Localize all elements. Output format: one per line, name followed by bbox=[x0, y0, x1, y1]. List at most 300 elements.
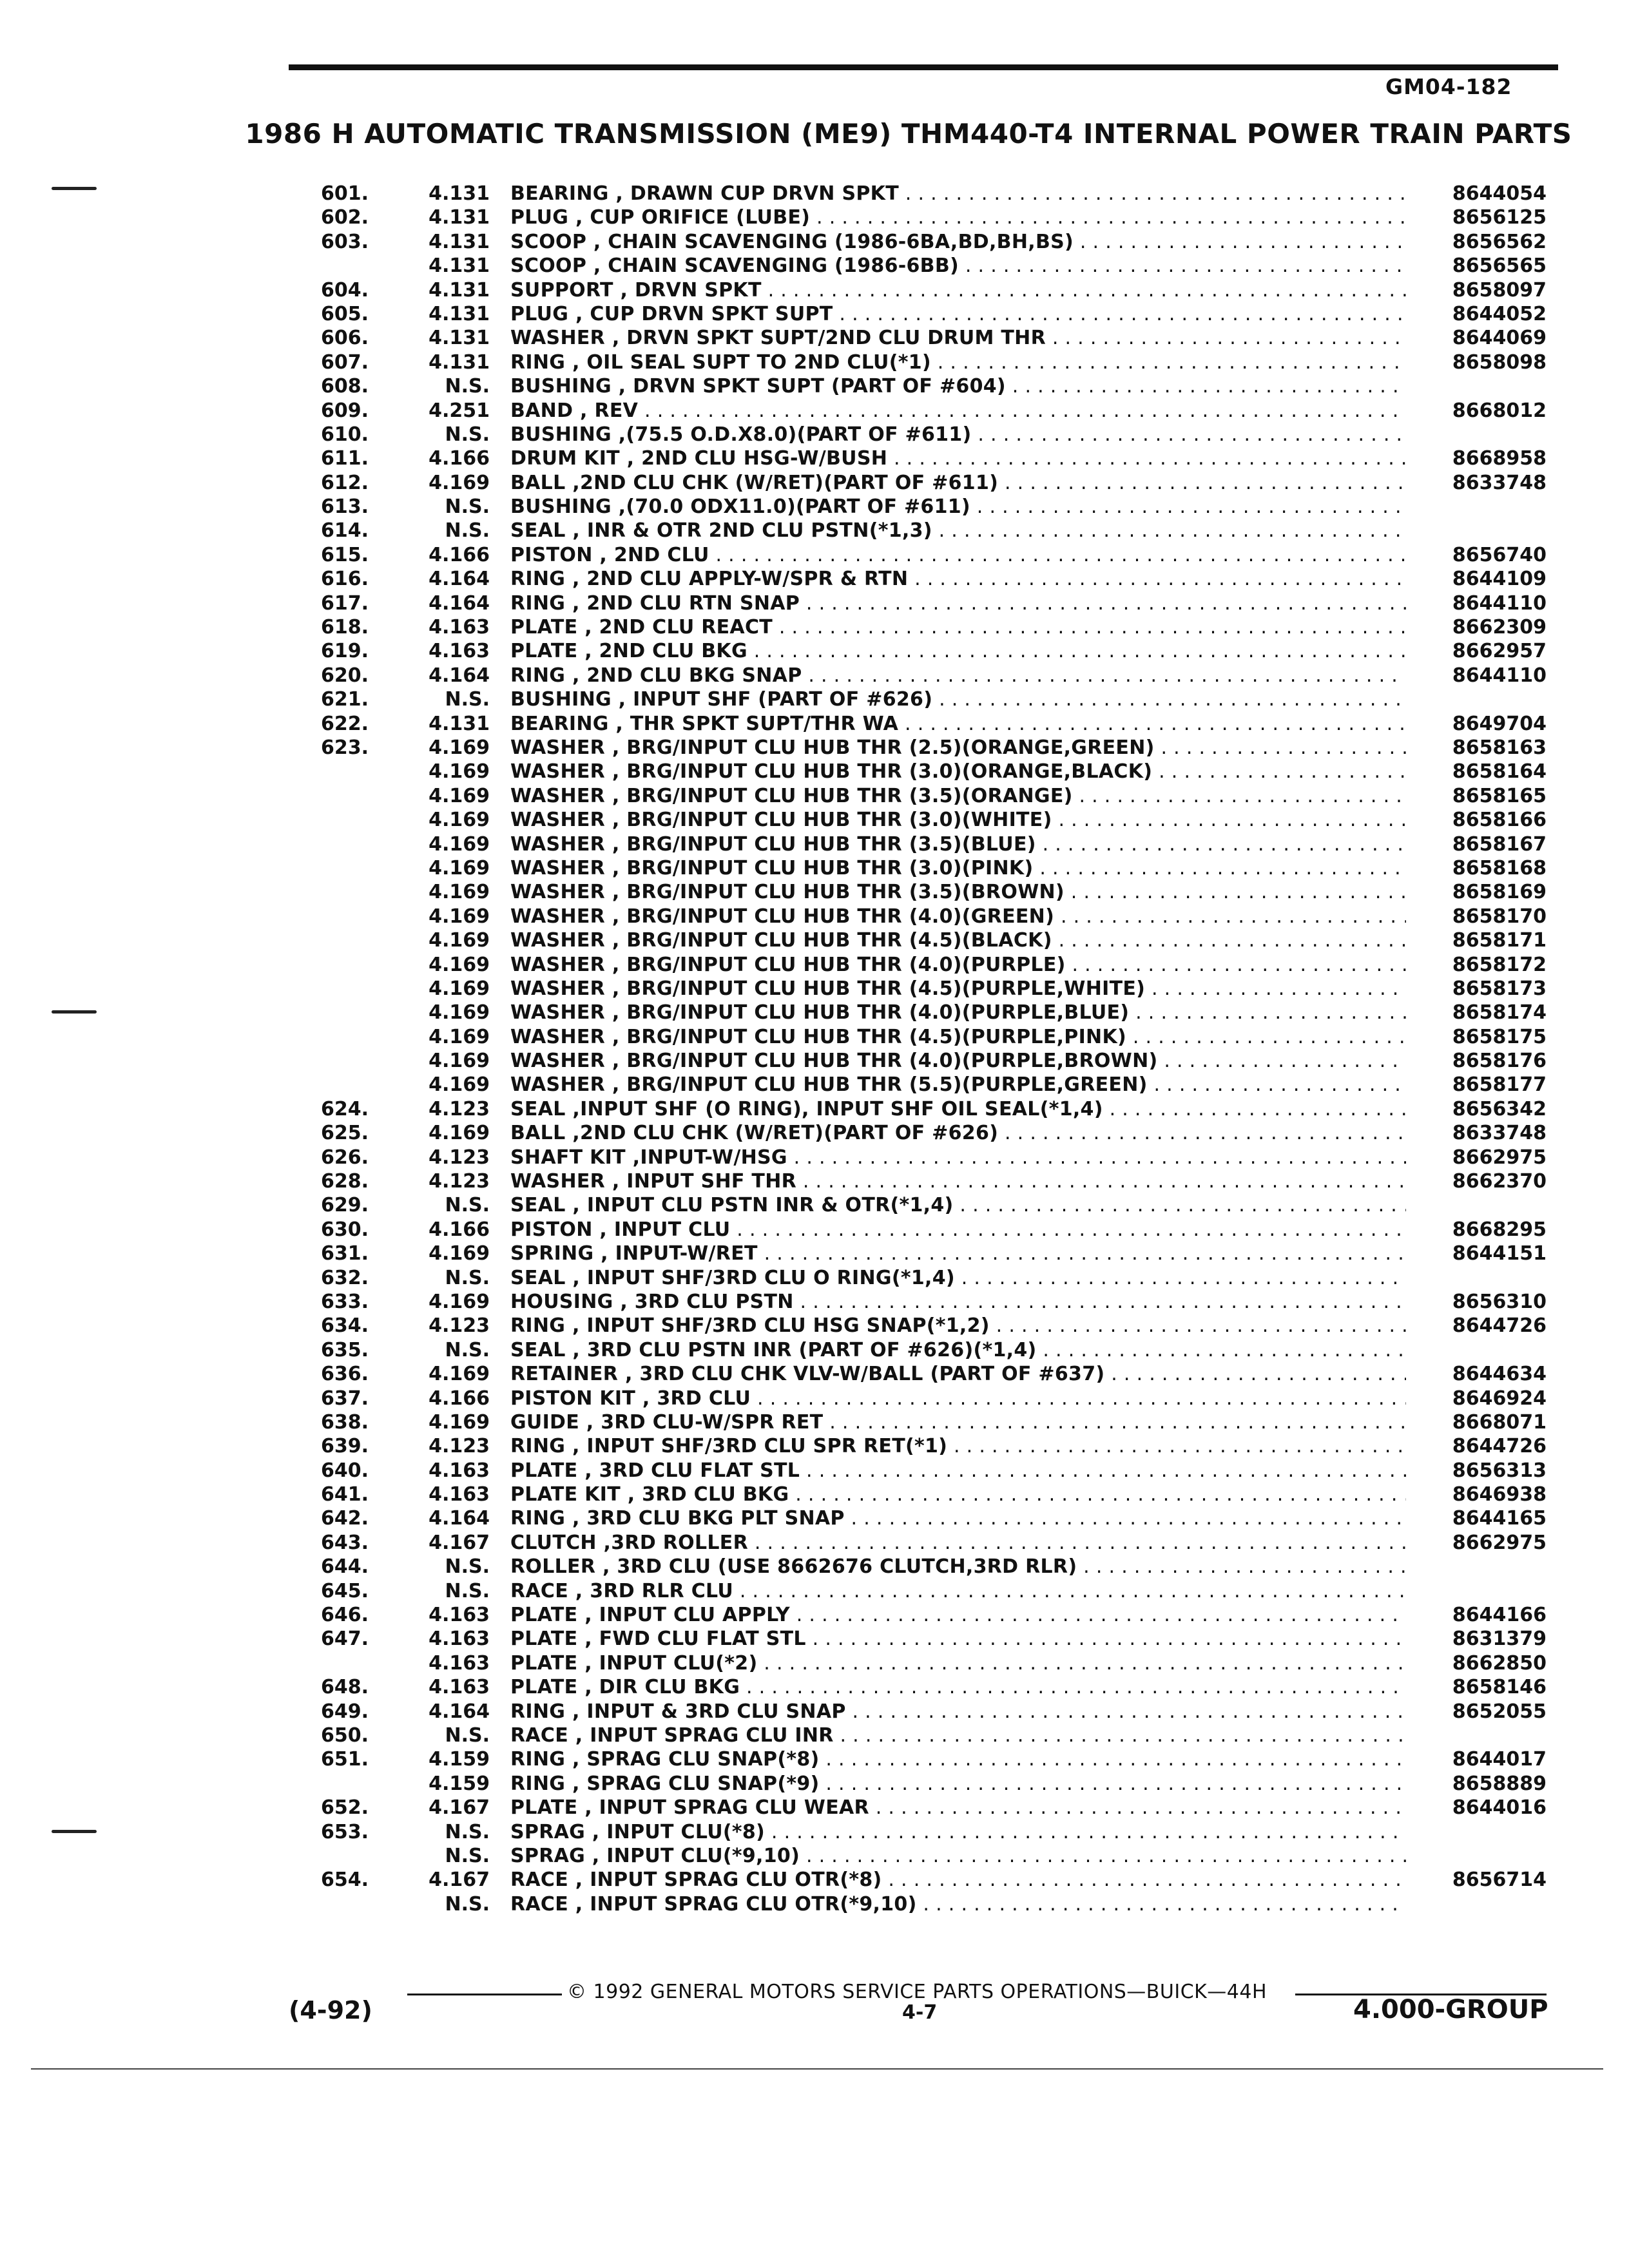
parts-row bbox=[0, 423, 1629, 447]
ref-number: 620. bbox=[321, 664, 369, 687]
part-number: 8644166 bbox=[1452, 1604, 1547, 1627]
group-number: 4.167 bbox=[429, 1869, 490, 1892]
group-number: N.S. bbox=[445, 1555, 490, 1579]
part-number: 8658889 bbox=[1452, 1772, 1547, 1795]
parts-row bbox=[0, 856, 1629, 880]
ref-number: 645. bbox=[321, 1579, 369, 1602]
group-number: 4.169 bbox=[429, 856, 490, 879]
ref-number: 608. bbox=[321, 375, 369, 398]
part-number: 8658172 bbox=[1452, 953, 1547, 976]
parts-row bbox=[0, 1001, 1629, 1024]
top-rule bbox=[289, 64, 1558, 70]
parts-row bbox=[0, 230, 1629, 254]
part-description: WASHER , BRG/INPUT CLU HUB THR (4.0)(PURPLE,BROWN) . . . bbox=[510, 1049, 1406, 1073]
part-description: RACE , INPUT SPRAG CLU OTR(*9,10) . . . bbox=[510, 1892, 1406, 1916]
ref-number: 607. bbox=[321, 351, 369, 374]
page-title: 1986 H AUTOMATIC TRANSMISSION (ME9) THM440-T4 INTERNAL POWER TRAIN PARTS bbox=[245, 118, 1572, 149]
ref-number: 612. bbox=[321, 471, 369, 494]
part-description: PISTON KIT , 3RD CLU . . . bbox=[510, 1387, 1406, 1410]
group-number: 4.169 bbox=[429, 1363, 490, 1386]
group-number: 4.169 bbox=[429, 784, 490, 807]
part-number: 8658174 bbox=[1452, 1001, 1547, 1024]
group-number: N.S. bbox=[445, 1266, 490, 1289]
part-number: 8658177 bbox=[1452, 1073, 1547, 1097]
part-number: 8662975 bbox=[1452, 1531, 1547, 1554]
part-number: 8631379 bbox=[1452, 1628, 1547, 1651]
parts-row bbox=[0, 639, 1629, 663]
part-number: 8656562 bbox=[1452, 230, 1547, 253]
ref-number: 651. bbox=[321, 1748, 369, 1771]
parts-row bbox=[0, 1266, 1629, 1290]
parts-row bbox=[0, 1603, 1629, 1627]
part-description: PLATE , 2ND CLU REACT . . . bbox=[510, 615, 1406, 639]
ref-number: 650. bbox=[321, 1724, 369, 1747]
parts-row bbox=[0, 471, 1629, 495]
part-number: 8644151 bbox=[1452, 1242, 1547, 1265]
parts-row bbox=[0, 254, 1629, 278]
parts-row bbox=[0, 1844, 1629, 1868]
parts-row bbox=[0, 302, 1629, 326]
part-description: RING , OIL SEAL SUPT TO 2ND CLU(*1) . . . bbox=[510, 351, 1406, 374]
part-description: PISTON , INPUT CLU . . . bbox=[510, 1218, 1406, 1242]
part-description: WASHER , BRG/INPUT CLU HUB THR (4.5)(PURPLE,WHITE) . . . bbox=[510, 977, 1406, 1001]
part-number: 8668071 bbox=[1452, 1410, 1547, 1434]
group-number: 4.169 bbox=[429, 905, 490, 928]
ref-number: 630. bbox=[321, 1218, 369, 1241]
part-number: 8668012 bbox=[1452, 399, 1547, 422]
parts-row bbox=[0, 1868, 1629, 1892]
group-number: 4.159 bbox=[429, 1772, 490, 1795]
part-number: 8668958 bbox=[1452, 447, 1547, 470]
parts-list bbox=[0, 182, 1629, 1916]
part-description: CLUTCH ,3RD ROLLER . . . bbox=[510, 1531, 1406, 1555]
part-number: 8644634 bbox=[1452, 1363, 1547, 1386]
part-description: RING , SPRAG CLU SNAP(*9) . . . bbox=[510, 1772, 1406, 1796]
group-number: 4.163 bbox=[429, 1604, 490, 1627]
parts-row bbox=[0, 543, 1629, 567]
ref-number: 641. bbox=[321, 1483, 369, 1506]
part-description: DRUM KIT , 2ND CLU HSG-W/BUSH . . . bbox=[510, 447, 1406, 470]
group-number: N.S. bbox=[445, 1338, 490, 1361]
parts-row bbox=[0, 1700, 1629, 1724]
part-number: 8633748 bbox=[1452, 1122, 1547, 1145]
ref-number: 644. bbox=[321, 1555, 369, 1579]
parts-row bbox=[0, 615, 1629, 639]
document-id: GM04-182 bbox=[1385, 74, 1512, 99]
part-number: 8644726 bbox=[1452, 1314, 1547, 1338]
parts-row bbox=[0, 206, 1629, 229]
part-number: 8658168 bbox=[1452, 856, 1547, 879]
part-description: SHAFT KIT ,INPUT-W/HSG . . . bbox=[510, 1146, 1406, 1169]
parts-row bbox=[0, 1747, 1629, 1771]
part-description: WASHER , BRG/INPUT CLU HUB THR (4.0)(GREEN) . . . bbox=[510, 905, 1406, 928]
parts-row bbox=[0, 326, 1629, 350]
part-number: 8668295 bbox=[1452, 1218, 1547, 1241]
group-number: N.S. bbox=[445, 1724, 490, 1747]
group-number: 4.166 bbox=[429, 1387, 490, 1410]
ref-number: 643. bbox=[321, 1531, 369, 1554]
part-number: 8658166 bbox=[1452, 809, 1547, 832]
parts-row bbox=[0, 1531, 1629, 1555]
ref-number: 613. bbox=[321, 495, 369, 519]
parts-row bbox=[0, 1555, 1629, 1579]
part-description: RING , 2ND CLU BKG SNAP . . . bbox=[510, 664, 1406, 687]
ref-number: 640. bbox=[321, 1459, 369, 1482]
part-number: 8658165 bbox=[1452, 784, 1547, 807]
group-number: 4.163 bbox=[429, 1459, 490, 1482]
part-description: PLATE , FWD CLU FLAT STL . . . bbox=[510, 1627, 1406, 1651]
ref-number: 642. bbox=[321, 1507, 369, 1530]
part-description: PLATE , INPUT CLU(*2) . . . bbox=[510, 1651, 1406, 1675]
part-number: 8644110 bbox=[1452, 591, 1547, 615]
parts-row bbox=[0, 351, 1629, 374]
ref-number: 614. bbox=[321, 519, 369, 543]
group-number: 4.169 bbox=[429, 832, 490, 856]
ref-number: 609. bbox=[321, 399, 369, 422]
part-description: RING , 3RD CLU BKG PLT SNAP . . . bbox=[510, 1506, 1406, 1530]
ref-number: 635. bbox=[321, 1338, 369, 1361]
group-number: 4.163 bbox=[429, 1651, 490, 1675]
group-number: 4.123 bbox=[429, 1097, 490, 1120]
part-description: SEAL , INR & OTR 2ND CLU PSTN(*1,3) . . . bbox=[510, 519, 1406, 543]
part-number: 8644110 bbox=[1452, 664, 1547, 687]
part-number: 8633748 bbox=[1452, 471, 1547, 494]
part-description: PLATE , 3RD CLU FLAT STL . . . bbox=[510, 1459, 1406, 1483]
ref-number: 629. bbox=[321, 1194, 369, 1217]
group-number: N.S. bbox=[445, 1892, 490, 1916]
group-number: 4.169 bbox=[429, 881, 490, 904]
ref-number: 611. bbox=[321, 447, 369, 470]
ref-number: 615. bbox=[321, 543, 369, 566]
part-description: PLUG , CUP ORIFICE (LUBE) . . . bbox=[510, 206, 1406, 229]
parts-row bbox=[0, 1146, 1629, 1169]
group-number: 4.123 bbox=[429, 1170, 490, 1193]
part-description: SCOOP , CHAIN SCAVENGING (1986-6BA,BD,BH,BS) . . . bbox=[510, 230, 1406, 254]
part-description: WASHER , BRG/INPUT CLU HUB THR (4.0)(PURPLE) . . . bbox=[510, 953, 1406, 977]
group-number: 4.159 bbox=[429, 1748, 490, 1771]
ref-number: 622. bbox=[321, 712, 369, 735]
group-number: 4.166 bbox=[429, 543, 490, 566]
part-number: 8662850 bbox=[1452, 1651, 1547, 1675]
part-number: 8644054 bbox=[1452, 182, 1547, 205]
group-number: 4.123 bbox=[429, 1314, 490, 1338]
group-number: 4.163 bbox=[429, 640, 490, 663]
part-description: RING , 2ND CLU RTN SNAP . . . bbox=[510, 591, 1406, 615]
ref-number: 632. bbox=[321, 1266, 369, 1289]
part-number: 8644165 bbox=[1452, 1507, 1547, 1530]
parts-row bbox=[0, 784, 1629, 808]
part-description: WASHER , BRG/INPUT CLU HUB THR (3.0)(PINK) . . . bbox=[510, 856, 1406, 880]
parts-row bbox=[0, 977, 1629, 1001]
ref-number: 606. bbox=[321, 327, 369, 350]
part-number: 8658173 bbox=[1452, 977, 1547, 1000]
group-number: 4.169 bbox=[429, 1290, 490, 1313]
part-number: 8644017 bbox=[1452, 1748, 1547, 1771]
group-number: 4.131 bbox=[429, 351, 490, 374]
ref-number: 637. bbox=[321, 1387, 369, 1410]
parts-row bbox=[0, 928, 1629, 952]
group-number: 4.169 bbox=[429, 809, 490, 832]
group-number: N.S. bbox=[445, 375, 490, 398]
group-number: 4.166 bbox=[429, 447, 490, 470]
parts-row bbox=[0, 1218, 1629, 1242]
part-number: 8658175 bbox=[1452, 1025, 1547, 1048]
group-number: 4.167 bbox=[429, 1796, 490, 1820]
ref-number: 636. bbox=[321, 1363, 369, 1386]
group-number: 4.131 bbox=[429, 278, 490, 302]
part-description: BUSHING , INPUT SHF (PART OF #626) . . . bbox=[510, 687, 1406, 711]
parts-row bbox=[0, 736, 1629, 760]
footer-rule-left bbox=[407, 1994, 562, 1995]
part-description: PLATE , DIR CLU BKG . . . bbox=[510, 1675, 1406, 1699]
part-description: SEAL ,INPUT SHF (O RING), INPUT SHF OIL SEAL(*1,4) . . . bbox=[510, 1097, 1406, 1121]
part-description: BAND , REV . . . bbox=[510, 399, 1406, 423]
bottom-rule bbox=[31, 2068, 1603, 2070]
group-number: N.S. bbox=[445, 519, 490, 543]
parts-row bbox=[0, 519, 1629, 543]
part-description: WASHER , BRG/INPUT CLU HUB THR (5.5)(PURPLE,GREEN) . . . bbox=[510, 1073, 1406, 1097]
part-number: 8658097 bbox=[1452, 278, 1547, 302]
part-description: RING , 2ND CLU APPLY-W/SPR & RTN . . . bbox=[510, 567, 1406, 591]
parts-row bbox=[0, 1892, 1629, 1916]
group-number: 4.169 bbox=[429, 760, 490, 783]
parts-row bbox=[0, 182, 1629, 206]
group-number: N.S. bbox=[445, 1820, 490, 1843]
part-description: RACE , INPUT SPRAG CLU OTR(*8) . . . bbox=[510, 1868, 1406, 1892]
part-description: WASHER , DRVN SPKT SUPT/2ND CLU DRUM THR . . . bbox=[510, 326, 1406, 350]
parts-row bbox=[0, 953, 1629, 977]
parts-row bbox=[0, 1651, 1629, 1675]
parts-row bbox=[0, 1410, 1629, 1434]
parts-row bbox=[0, 1434, 1629, 1458]
group-number: 4.169 bbox=[429, 471, 490, 494]
part-description: PLATE , 2ND CLU BKG . . . bbox=[510, 639, 1406, 663]
group-number: 4.169 bbox=[429, 736, 490, 759]
ref-number: 618. bbox=[321, 616, 369, 639]
parts-row bbox=[0, 399, 1629, 423]
part-description: SUPPORT , DRVN SPKT . . . bbox=[510, 278, 1406, 302]
group-number: 4.166 bbox=[429, 1218, 490, 1241]
page-number: 4-7 bbox=[902, 2001, 938, 2024]
part-description: SEAL , INPUT SHF/3RD CLU O RING(*1,4) . . . bbox=[510, 1266, 1406, 1290]
group-number: 4.163 bbox=[429, 1676, 490, 1699]
part-description: RETAINER , 3RD CLU CHK VLV-W/BALL (PART OF #637) . . . bbox=[510, 1362, 1406, 1386]
part-number: 8656310 bbox=[1452, 1290, 1547, 1313]
part-number: 8644016 bbox=[1452, 1796, 1547, 1820]
part-number: 8658167 bbox=[1452, 832, 1547, 856]
ref-number: 603. bbox=[321, 230, 369, 253]
group-number: 4.169 bbox=[429, 977, 490, 1000]
group-number: 4.131 bbox=[429, 182, 490, 205]
parts-row bbox=[0, 1169, 1629, 1193]
group-number: 4.131 bbox=[429, 255, 490, 278]
group-number: N.S. bbox=[445, 1844, 490, 1867]
part-description: PLATE , INPUT CLU APPLY . . . bbox=[510, 1603, 1406, 1627]
part-description: PISTON , 2ND CLU . . . bbox=[510, 543, 1406, 567]
part-description: WASHER , BRG/INPUT CLU HUB THR (3.5)(BROWN) . . . bbox=[510, 880, 1406, 904]
part-number: 8658170 bbox=[1452, 905, 1547, 928]
part-number: 8644726 bbox=[1452, 1435, 1547, 1458]
parts-row bbox=[0, 832, 1629, 856]
part-description: SEAL , 3RD CLU PSTN INR (PART OF #626)(*1,4) . . . bbox=[510, 1338, 1406, 1362]
group-number: 4.169 bbox=[429, 1242, 490, 1265]
parts-row bbox=[0, 278, 1629, 302]
part-description: GUIDE , 3RD CLU-W/SPR RET . . . bbox=[510, 1410, 1406, 1434]
group-number: 4.131 bbox=[429, 302, 490, 325]
parts-row bbox=[0, 905, 1629, 928]
ref-number: 621. bbox=[321, 688, 369, 711]
part-description: PLUG , CUP DRVN SPKT SUPT . . . bbox=[510, 302, 1406, 326]
group-number: 4.169 bbox=[429, 1073, 490, 1097]
ref-number: 626. bbox=[321, 1146, 369, 1169]
part-description: SCOOP , CHAIN SCAVENGING (1986-6BB) . . . bbox=[510, 254, 1406, 278]
part-number: 8656714 bbox=[1452, 1869, 1547, 1892]
part-description: WASHER , BRG/INPUT CLU HUB THR (4.5)(PURPLE,PINK) . . . bbox=[510, 1025, 1406, 1049]
ref-number: 605. bbox=[321, 302, 369, 325]
part-description: BALL ,2ND CLU CHK (W/RET)(PART OF #611) . . . bbox=[510, 471, 1406, 495]
ref-number: 647. bbox=[321, 1628, 369, 1651]
group-number: 4.163 bbox=[429, 1628, 490, 1651]
parts-row bbox=[0, 1724, 1629, 1747]
part-description: RACE , 3RD RLR CLU . . . bbox=[510, 1579, 1406, 1603]
group-number: 4.251 bbox=[429, 399, 490, 422]
group-number: 4.164 bbox=[429, 568, 490, 591]
ref-number: 648. bbox=[321, 1676, 369, 1699]
ref-number: 639. bbox=[321, 1435, 369, 1458]
group-number: 4.164 bbox=[429, 1507, 490, 1530]
group-number: 4.163 bbox=[429, 1483, 490, 1506]
ref-number: 634. bbox=[321, 1314, 369, 1338]
group-number: 4.164 bbox=[429, 591, 490, 615]
part-description: RING , INPUT SHF/3RD CLU SPR RET(*1) . . . bbox=[510, 1434, 1406, 1458]
parts-row bbox=[0, 1097, 1629, 1121]
ref-number: 646. bbox=[321, 1604, 369, 1627]
ref-number: 623. bbox=[321, 736, 369, 759]
ref-number: 617. bbox=[321, 591, 369, 615]
parts-row bbox=[0, 374, 1629, 398]
group-number: 4.163 bbox=[429, 616, 490, 639]
ref-number: 625. bbox=[321, 1122, 369, 1145]
parts-row bbox=[0, 1073, 1629, 1097]
group-number: 4.123 bbox=[429, 1435, 490, 1458]
part-number: 8658169 bbox=[1452, 881, 1547, 904]
ref-number: 649. bbox=[321, 1700, 369, 1723]
parts-row bbox=[0, 1242, 1629, 1265]
group-number: N.S. bbox=[445, 423, 490, 446]
parts-row bbox=[0, 447, 1629, 470]
parts-row bbox=[0, 1290, 1629, 1314]
parts-row bbox=[0, 760, 1629, 783]
parts-row bbox=[0, 1362, 1629, 1386]
part-description: RACE , INPUT SPRAG CLU INR . . . bbox=[510, 1724, 1406, 1747]
group-number: 4.131 bbox=[429, 712, 490, 735]
part-number: 8656740 bbox=[1452, 543, 1547, 566]
ref-number: 631. bbox=[321, 1242, 369, 1265]
parts-row bbox=[0, 1579, 1629, 1603]
group-number: N.S. bbox=[445, 688, 490, 711]
group-number: 4.169 bbox=[429, 1122, 490, 1145]
footer-copyright: © 1992 GENERAL MOTORS SERVICE PARTS OPERATIONS—BUICK—44H bbox=[567, 1981, 1268, 2003]
parts-row bbox=[0, 1025, 1629, 1049]
parts-row bbox=[0, 591, 1629, 615]
part-number: 8649704 bbox=[1452, 712, 1547, 735]
parts-row bbox=[0, 1820, 1629, 1844]
part-description: BEARING , THR SPKT SUPT/THR WA . . . bbox=[510, 712, 1406, 736]
parts-row bbox=[0, 567, 1629, 591]
part-description: RING , INPUT & 3RD CLU SNAP . . . bbox=[510, 1700, 1406, 1724]
part-description: WASHER , BRG/INPUT CLU HUB THR (3.0)(WHITE) . . . bbox=[510, 808, 1406, 832]
part-description: SEAL , INPUT CLU PSTN INR & OTR(*1,4) . . . bbox=[510, 1193, 1406, 1217]
part-number: 8656125 bbox=[1452, 206, 1547, 229]
part-number: 8658098 bbox=[1452, 351, 1547, 374]
part-description: WASHER , BRG/INPUT CLU HUB THR (3.0)(ORANGE,BLACK) . . . bbox=[510, 760, 1406, 783]
part-number: 8646924 bbox=[1452, 1387, 1547, 1410]
parts-row bbox=[0, 687, 1629, 711]
group-number: 4.169 bbox=[429, 1410, 490, 1434]
part-description: WASHER , BRG/INPUT CLU HUB THR (3.5)(ORANGE) . . . bbox=[510, 784, 1406, 808]
part-description: BALL ,2ND CLU CHK (W/RET)(PART OF #626) . . . bbox=[510, 1121, 1406, 1145]
part-description: HOUSING , 3RD CLU PSTN . . . bbox=[510, 1290, 1406, 1314]
part-description: BUSHING ,(75.5 O.D.X8.0)(PART OF #611) . . . bbox=[510, 423, 1406, 447]
part-description: BEARING , DRAWN CUP DRVN SPKT . . . bbox=[510, 182, 1406, 206]
part-description: BUSHING , DRVN SPKT SUPT (PART OF #604) . . . bbox=[510, 374, 1406, 398]
group-number: 4.164 bbox=[429, 1700, 490, 1723]
ref-number: 619. bbox=[321, 640, 369, 663]
ref-number: 653. bbox=[321, 1820, 369, 1843]
parts-row bbox=[0, 808, 1629, 832]
part-number: 8662370 bbox=[1452, 1170, 1547, 1193]
part-description: BUSHING ,(70.0 ODX11.0)(PART OF #611) . . . bbox=[510, 495, 1406, 519]
part-number: 8644052 bbox=[1452, 302, 1547, 325]
part-number: 8644109 bbox=[1452, 568, 1547, 591]
group-number: 4.131 bbox=[429, 327, 490, 350]
group-number: 4.169 bbox=[429, 953, 490, 976]
group-number: 4.167 bbox=[429, 1531, 490, 1554]
part-number: 8662957 bbox=[1452, 640, 1547, 663]
part-description: PLATE KIT , 3RD CLU BKG . . . bbox=[510, 1483, 1406, 1506]
parts-row bbox=[0, 1338, 1629, 1362]
part-description: WASHER , BRG/INPUT CLU HUB THR (4.5)(BLACK) . . . bbox=[510, 928, 1406, 952]
part-number: 8644069 bbox=[1452, 327, 1547, 350]
part-number: 8656313 bbox=[1452, 1459, 1547, 1482]
part-description: ROLLER , 3RD CLU (USE 8662676 CLUTCH,3RD RLR) . . . bbox=[510, 1555, 1406, 1579]
part-description: SPRAG , INPUT CLU(*9,10) . . . bbox=[510, 1844, 1406, 1868]
ref-number: 633. bbox=[321, 1290, 369, 1313]
footer-date: (4-92) bbox=[289, 1996, 372, 2024]
part-number: 8662975 bbox=[1452, 1146, 1547, 1169]
part-number: 8658163 bbox=[1452, 736, 1547, 759]
group-number: N.S. bbox=[445, 1194, 490, 1217]
footer-group: 4.000-GROUP bbox=[1353, 1995, 1548, 2024]
parts-row bbox=[0, 1314, 1629, 1338]
part-description: SPRING , INPUT-W/RET . . . bbox=[510, 1242, 1406, 1265]
group-number: 4.169 bbox=[429, 1050, 490, 1073]
group-number: 4.164 bbox=[429, 664, 490, 687]
group-number: 4.169 bbox=[429, 929, 490, 952]
part-number: 8652055 bbox=[1452, 1700, 1547, 1723]
parts-row bbox=[0, 495, 1629, 519]
group-number: 4.169 bbox=[429, 1025, 490, 1048]
part-description: SPRAG , INPUT CLU(*8) . . . bbox=[510, 1820, 1406, 1844]
group-number: N.S. bbox=[445, 495, 490, 519]
part-number: 8658171 bbox=[1452, 929, 1547, 952]
parts-row bbox=[0, 664, 1629, 687]
ref-number: 628. bbox=[321, 1170, 369, 1193]
part-description: WASHER , BRG/INPUT CLU HUB THR (2.5)(ORANGE,GREEN) . . . bbox=[510, 736, 1406, 760]
parts-row bbox=[0, 1049, 1629, 1073]
part-number: 8658176 bbox=[1452, 1050, 1547, 1073]
ref-number: 624. bbox=[321, 1097, 369, 1120]
